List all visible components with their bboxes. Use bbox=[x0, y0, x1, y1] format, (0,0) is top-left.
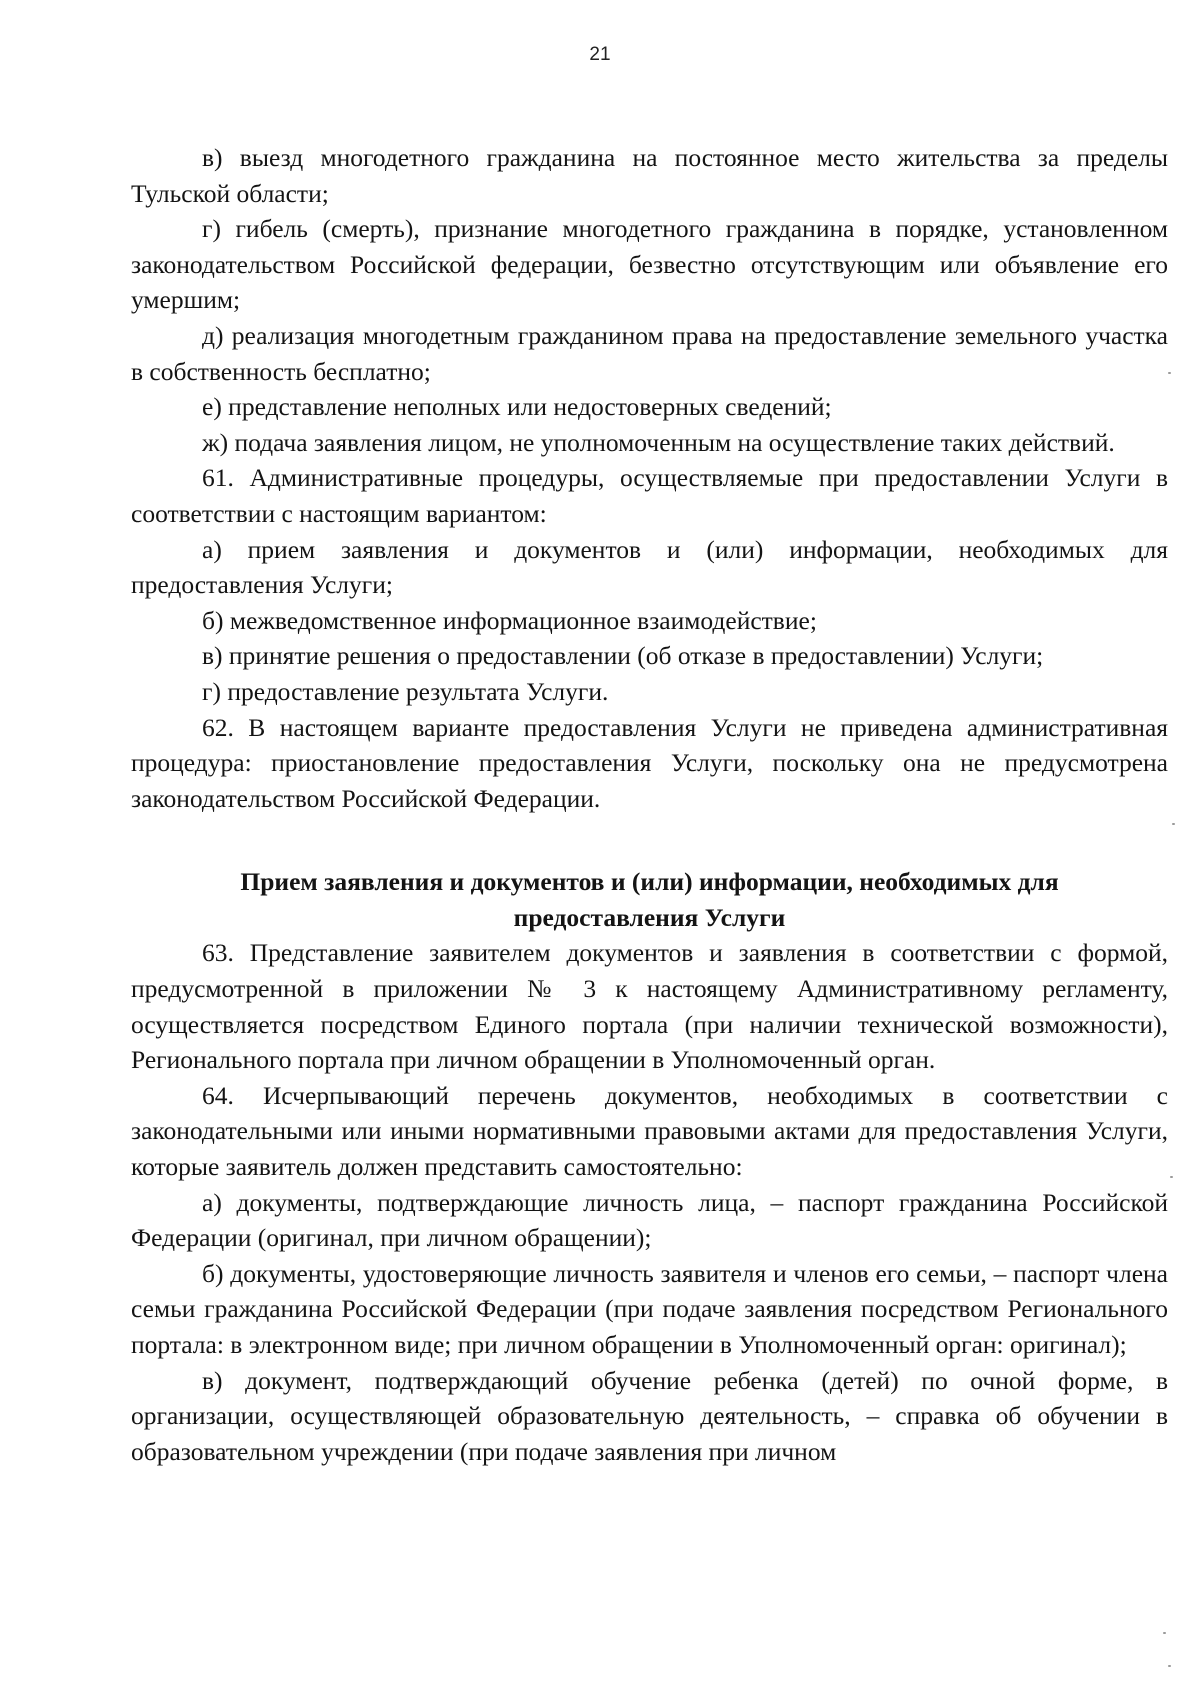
paragraph-64-v: в) документ, подтверждающий обучение ребенка (детей) по очной форме, в организации, осуществляющей образовательную деятельность, – справка об обучении в образовательном учреждении (при подаче заявления при личном bbox=[131, 1365, 1168, 1466]
scan-speck bbox=[1170, 1176, 1173, 1178]
paragraph-64: 64. Исчерпывающий перечень документов, необходимых в соответствии с законодательными или иными нормативными правовыми актами для предоставления Услуги, которые заявитель должен представить самостоятельно: bbox=[131, 1080, 1168, 1182]
paragraph-62: 62. В настоящем варианте предоставления Услуги не приведена административная процедура: приостановление предоставления Услуги, поскольку она не предусмотрена законодательством Российской Федерации. bbox=[131, 712, 1168, 813]
paragraph-clause-zh: ж) подача заявления лицом, не уполномоченным на осуществление таких действий. bbox=[202, 427, 1115, 457]
paragraph-61-b: б) межведомственное информационное взаимодействие; bbox=[202, 605, 817, 635]
paragraph-61-a: а) прием заявления и документов и (или) информации, необходимых для предоставления Услуги; bbox=[131, 534, 1168, 600]
paragraph-64-a: а) документы, подтверждающие личность лица, – паспорт гражданина Российской Федерации (оригинал, при личном обращении); bbox=[131, 1187, 1168, 1253]
document-body bbox=[131, 140, 1168, 1469]
paragraph-61-v: в) принятие решения о предоставлении (об отказе в предоставлении) Услуги; bbox=[202, 641, 1044, 671]
paragraph-63: 63. Представление заявителем документов и заявления в соответствии с формой, предусмотренной в приложении № 3 к настоящему Административному регламенту, осуществляется посредством Единого портала (при наличии технической возможности), Регионального портала при личном обращении в Уполномоченный орган. bbox=[131, 938, 1168, 1075]
scan-speck bbox=[1168, 1665, 1171, 1667]
paragraph-61: 61. Административные процедуры, осуществляемые при предоставлении Услуги в соответствии с настоящим вариантом: bbox=[131, 463, 1168, 528]
paragraph-61-g: г) предоставление результата Услуги. bbox=[202, 676, 609, 706]
page-number: 21 bbox=[589, 44, 611, 65]
paragraph-64-b: б) документы, удостоверяющие личность заявителя и членов его семьи, – паспорт члена семьи гражданина Российской Федерации (при подаче заявления посредством Регионального портала: в электронном виде; при личном обращении в Уполномоченный орган: оригинал); bbox=[131, 1258, 1168, 1359]
scan-speck bbox=[1168, 372, 1171, 374]
scan-speck bbox=[1163, 1632, 1166, 1634]
section-heading: Прием заявления и документов и (или) информации, необходимых для предоставления Услуги bbox=[240, 867, 1059, 932]
paragraph-clause-e: е) представление неполных или недостоверных сведений; bbox=[202, 392, 832, 422]
paragraph-clause-d: д) реализация многодетным гражданином права на предоставление земельного участка в собственность бесплатно; bbox=[131, 320, 1168, 386]
paragraph-clause-g: г) гибель (смерть), признание многодетного гражданина в порядке, установленном законодательством Российской федерации, безвестно отсутствующим или объявление его умершим; bbox=[131, 214, 1168, 315]
paragraph-clause-v: в) выезд многодетного гражданина на постоянное место жительства за пределы Тульской области; bbox=[131, 143, 1168, 208]
scan-speck bbox=[1172, 823, 1175, 825]
